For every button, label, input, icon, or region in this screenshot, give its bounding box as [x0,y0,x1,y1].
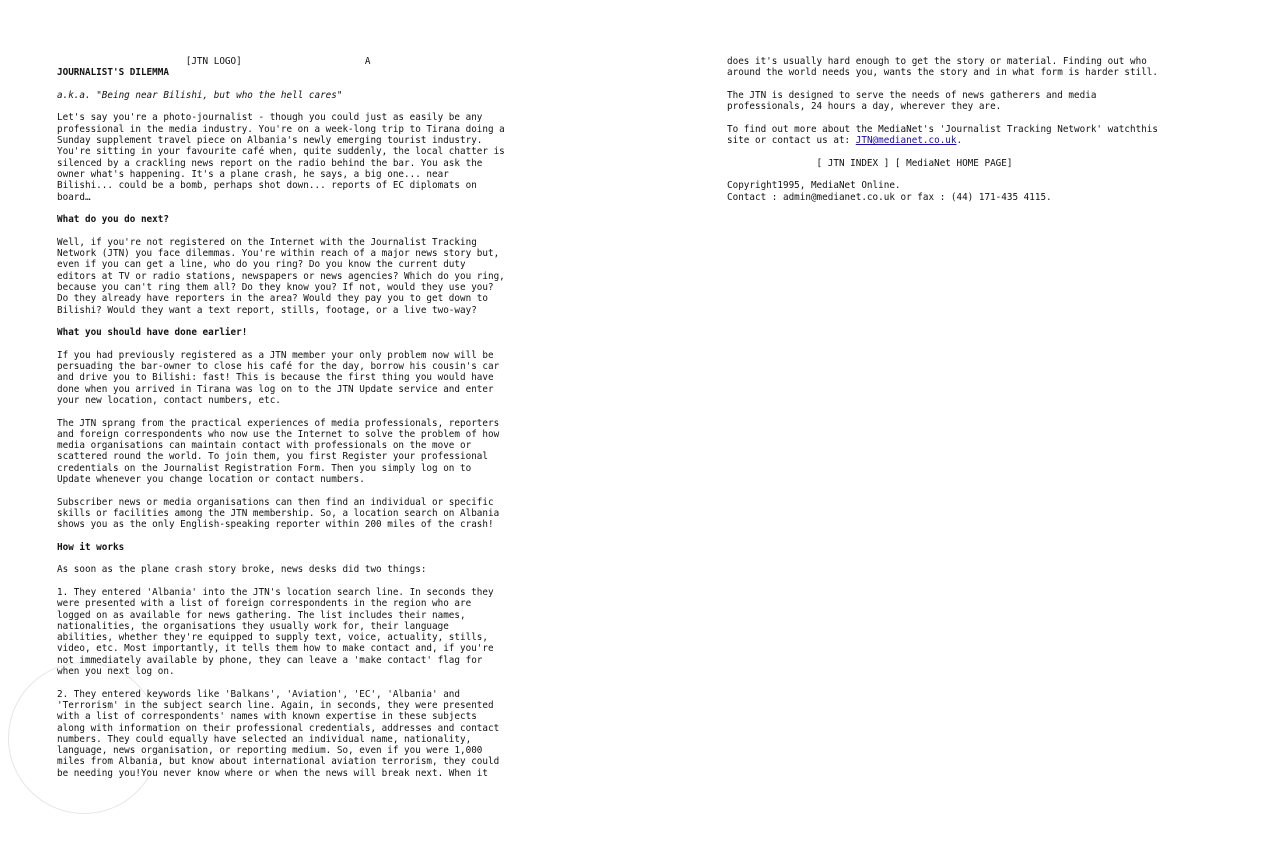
right-column [727,56,1227,203]
text-line: To find out more about the MediaNet's 'Journalist Tracking Network' watchthis [727,123,1158,135]
paragraph-step-two [57,689,557,779]
text-line: Update whenever you change location or contact numbers. [57,473,365,485]
text-line: when you next log on. [57,666,175,678]
aka-line [57,90,557,101]
paragraph-continued [727,56,1227,79]
text-line: 'Terrorism' in the subject search line. Again, in seconds, they were presented [57,699,494,711]
page-title: JOURNALIST'S DILEMMA [57,67,169,79]
heading-how-it-works: How it works [57,541,125,553]
text-line: Let's say you're a photo-journalist - though you could just as easily be any [57,112,483,124]
text-line: 1. They entered 'Albania' into the JTN's location search line. In seconds they [57,586,494,598]
text-line: shows you as the only English-speaking reporter within 200 miles of the crash! [57,519,494,531]
aka-quote: "Being near Bilishi, but who the hell cares" [96,89,343,101]
text-line: around the world needs you, wants the story and in what form is harder still. [727,67,1158,79]
email-link[interactable]: JTN@medianet.co.uk [855,135,957,147]
text-line: 2. They entered keywords like 'Balkans', 'Aviation', 'EC', 'Albania' and [57,688,460,700]
text-line: professional in the media industry. You're on a week-long trip to Tirana doing a [57,123,505,135]
text-line: not immediately available by phone, they can leave a 'make contact' flag for [57,654,483,666]
text-line: done when you arrived in Tirana was log on to the JTN Update service and enter [57,383,494,395]
heading-done-earlier: What you should have done earlier! [57,327,248,339]
text-line: and foreign correspondents who now use the Internet to solve the problem of how [57,428,500,440]
logo-line: [JTN LOGO] A [57,56,371,67]
text-line: your new location, contact numbers, etc. [57,394,281,406]
text-line: Bilishi? Would they want a text report, stills, footage, or a live two-way? [57,304,477,316]
left-column [57,56,557,779]
paragraph-step-one [57,587,557,677]
text-line: miles from Albania, but know about international aviation terrorism, they could [57,756,500,768]
text-line: As soon as the plane crash story broke, news desks did two things: [57,564,427,576]
text-line: The JTN sprang from the practical experiences of media professionals, reporters [57,417,500,429]
text-line: video, etc. Most importantly, it tells them how to make contact and, if you're [57,643,494,655]
nav-links[interactable]: [ JTN INDEX ] [ MediaNet HOME PAGE] [727,157,1013,169]
text-line: persuading the bar-owner to close his café for the day, borrow his cousin's car [57,361,500,373]
text-line-contact [727,135,1227,146]
paragraph-jtn-origin [57,418,557,486]
text-line: If you had previously registered as a JTN member your only problem now will be [57,349,494,361]
text-line: abilities, whether they're equipped to supply text, voice, actuality, stills, [57,632,488,644]
text-line: Network (JTN) you face dilemmas. You're within reach of a major news story but, [57,248,500,260]
text-line: Well, if you're not registered on the Internet with the Journalist Tracking [57,236,477,248]
paragraph-subscriber [57,497,557,531]
text-line: were presented with a list of foreign correspondents in the region who are [57,598,472,610]
text-line: logged on as available for news gathering. The list includes their names, [57,609,466,621]
paragraph-intro [57,112,557,202]
heading-what-next: What do you do next? [57,214,169,226]
text-line: scattered round the world. To join them, you first Register your professional [57,451,488,463]
text-line: and drive you to Bilishi: fast! This is because the first thing you would have [57,372,494,384]
contact-suffix: . [956,135,963,147]
text-line: along with information on their professional credentials, addresses and contact [57,722,500,734]
text-line: board… [57,191,91,203]
text-line: Subscriber news or media organisations can then find an individual or specific [57,496,494,508]
text-line: skills or facilities among the JTN membership. So, a location search on Albania [57,507,500,519]
text-line: does it's usually hard enough to get the story or material. Finding out who [727,56,1147,67]
text-line: media organisations can maintain contact with professionals on the move or [57,440,472,452]
text-line: because you can't ring them all? Do they know you? If not, would they use you? [57,281,494,293]
text-line: language, news organisation, or reporting medium. So, even if you were 1,000 [57,745,483,757]
text-line: be needing you!You never know where or when the news will break next. When it [57,767,488,779]
text-line: numbers. They could equally have selected an individual name, nationality, [57,733,472,745]
paragraph-find-out-more [727,124,1227,147]
text-line: even if you can get a line, who do you ring? Do you know the current duty [57,259,466,271]
text-line: owner what's happening. It's a plane crash, he says, a big one... near [57,168,449,180]
text-line: Do they already have reporters in the area? Would they pay you to get down to [57,293,488,305]
paragraph-news-desks [57,564,557,575]
paragraph-registered [57,350,557,406]
copyright-text: Copyright1995, MediaNet Online. [727,180,901,192]
contact-prefix: site or contact us at: [727,135,856,147]
text-line: Bilishi... could be a bomb, perhaps shot down... reports of EC diplomats on [57,180,477,192]
text-line: professionals, 24 hours a day, wherever they are. [727,101,1002,113]
text-line: The JTN is designed to serve the needs of news gatherers and media [727,89,1097,101]
paragraph-jtn-purpose [727,90,1227,113]
text-line: with a list of correspondents' names with known expertise in these subjects [57,711,477,723]
text-line: editors at TV or radio stations, newspapers or news agencies? Which do you ring, [57,270,505,282]
text-line: silenced by a crackling news report on the radio behind the bar. You ask the [57,157,483,169]
paragraph-dilemmas [57,237,557,316]
contact-text: Contact : admin@medianet.co.uk or fax : (44) 171-435 4115. [727,191,1052,203]
text-line: You're sitting in your favourite café when, quite suddenly, the local chatter is [57,146,505,158]
text-line: credentials on the Journalist Registration Form. Then you simply log on to [57,462,472,474]
aka-prefix: a.k.a. [57,89,97,101]
text-line: nationalities, the organisations they usually work for, their language [57,620,449,632]
text-line: Sunday supplement travel piece on Albania's newly emerging tourist industry. [57,135,483,147]
